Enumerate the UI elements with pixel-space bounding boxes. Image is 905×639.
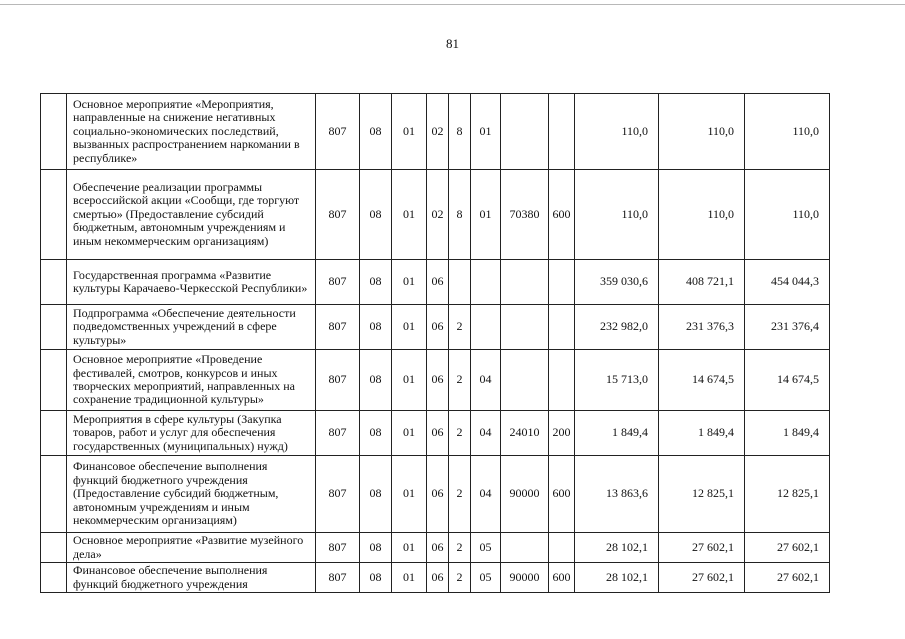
section-code-cell: 08 — [360, 260, 392, 305]
ministry-code-cell: 807 — [316, 94, 360, 170]
table-row — [41, 563, 830, 593]
subprogram-code-cell — [449, 260, 471, 305]
amount-year-2-cell: 110,0 — [659, 94, 745, 170]
expense-type-code-cell — [549, 305, 575, 350]
amount-year-1-cell: 28 102,1 — [575, 533, 659, 563]
amount-year-1-cell: 110,0 — [575, 170, 659, 260]
activity-code-cell: 05 — [471, 533, 501, 563]
item-name-cell: Государственная программа «Развитие культуры Карачаево-Черкесской Республики» — [67, 260, 316, 305]
item-name-cell: Основное мероприятие «Мероприятия, направленные на снижение негативных социально-экономических последствий, вызванных распространением наркомании в республике» — [67, 94, 316, 170]
direction-code-cell: 90000 — [501, 563, 549, 593]
ministry-code-cell: 807 — [316, 170, 360, 260]
direction-code-cell: 70380 — [501, 170, 549, 260]
expense-type-code-cell: 600 — [549, 456, 575, 533]
program-code-cell: 02 — [427, 170, 449, 260]
section-code-cell: 08 — [360, 456, 392, 533]
program-code-cell: 06 — [427, 533, 449, 563]
amount-year-1-cell: 13 863,6 — [575, 456, 659, 533]
ministry-code-cell: 807 — [316, 350, 360, 411]
subsection-code-cell: 01 — [392, 305, 427, 350]
expense-type-code-cell — [549, 533, 575, 563]
item-name-cell: Основное мероприятие «Проведение фестивалей, смотров, конкурсов и иных творческих мероприятий, направленных на сохранение традиционной культуры» — [67, 350, 316, 411]
section-code-cell: 08 — [360, 563, 392, 593]
amount-year-2-cell: 408 721,1 — [659, 260, 745, 305]
direction-code-cell — [501, 260, 549, 305]
subprogram-code-cell: 2 — [449, 411, 471, 456]
amount-year-2-cell: 27 602,1 — [659, 563, 745, 593]
amount-year-2-cell: 231 376,3 — [659, 305, 745, 350]
item-name-cell: Основное мероприятие «Развитие музейного дела» — [67, 533, 316, 563]
table-row — [41, 456, 830, 533]
subprogram-code-cell: 2 — [449, 350, 471, 411]
expense-type-code-cell: 600 — [549, 563, 575, 593]
activity-code-cell — [471, 260, 501, 305]
row-index-cell — [41, 456, 67, 533]
subprogram-code-cell: 2 — [449, 305, 471, 350]
table-row — [41, 411, 830, 456]
section-code-cell: 08 — [360, 411, 392, 456]
direction-code-cell: 24010 — [501, 411, 549, 456]
amount-year-2-cell: 27 602,1 — [659, 533, 745, 563]
subsection-code-cell: 01 — [392, 533, 427, 563]
item-name-cell: Обеспечение реализации программы всероссийской акции «Сообщи, где торгуют смертью» (Предоставление субсидий бюджетным, автономным учреждениям и иным некоммерческим организациям) — [67, 170, 316, 260]
expense-type-code-cell — [549, 94, 575, 170]
ministry-code-cell: 807 — [316, 305, 360, 350]
amount-year-1-cell: 15 713,0 — [575, 350, 659, 411]
page-number: 81 — [446, 36, 459, 51]
expense-type-code-cell — [549, 260, 575, 305]
direction-code-cell — [501, 305, 549, 350]
row-index-cell — [41, 305, 67, 350]
amount-year-1-cell: 28 102,1 — [575, 563, 659, 593]
direction-code-cell — [501, 94, 549, 170]
amount-year-3-cell: 27 602,1 — [745, 563, 830, 593]
direction-code-cell — [501, 350, 549, 411]
table-row — [41, 533, 830, 563]
activity-code-cell: 04 — [471, 411, 501, 456]
ministry-code-cell: 807 — [316, 260, 360, 305]
row-index-cell — [41, 411, 67, 456]
expense-type-code-cell: 200 — [549, 411, 575, 456]
row-index-cell — [41, 94, 67, 170]
amount-year-2-cell: 14 674,5 — [659, 350, 745, 411]
amount-year-2-cell: 12 825,1 — [659, 456, 745, 533]
ministry-code-cell: 807 — [316, 533, 360, 563]
activity-code-cell: 05 — [471, 563, 501, 593]
table-row — [41, 305, 830, 350]
subsection-code-cell: 01 — [392, 170, 427, 260]
amount-year-3-cell: 454 044,3 — [745, 260, 830, 305]
amount-year-1-cell: 1 849,4 — [575, 411, 659, 456]
row-index-cell — [41, 170, 67, 260]
subsection-code-cell: 01 — [392, 456, 427, 533]
ministry-code-cell: 807 — [316, 563, 360, 593]
direction-code-cell: 90000 — [501, 456, 549, 533]
subsection-code-cell: 01 — [392, 350, 427, 411]
table-row — [41, 350, 830, 411]
activity-code-cell: 01 — [471, 94, 501, 170]
amount-year-3-cell: 12 825,1 — [745, 456, 830, 533]
ministry-code-cell: 807 — [316, 411, 360, 456]
amount-year-1-cell: 110,0 — [575, 94, 659, 170]
top-border-line — [0, 4, 905, 5]
subprogram-code-cell: 2 — [449, 563, 471, 593]
section-code-cell: 08 — [360, 305, 392, 350]
table-body — [41, 94, 830, 593]
subprogram-code-cell: 8 — [449, 94, 471, 170]
table-row — [41, 94, 830, 170]
program-code-cell: 06 — [427, 456, 449, 533]
table-row — [41, 260, 830, 305]
table-row — [41, 170, 830, 260]
activity-code-cell: 01 — [471, 170, 501, 260]
amount-year-3-cell: 110,0 — [745, 170, 830, 260]
row-index-cell — [41, 533, 67, 563]
budget-allocation-table — [40, 93, 830, 593]
item-name-cell: Мероприятия в сфере культуры (Закупка товаров, работ и услуг для обеспечения государственных (муниципальных) нужд) — [67, 411, 316, 456]
amount-year-3-cell: 1 849,4 — [745, 411, 830, 456]
subsection-code-cell: 01 — [392, 411, 427, 456]
program-code-cell: 06 — [427, 350, 449, 411]
program-code-cell: 06 — [427, 305, 449, 350]
item-name-cell: Финансовое обеспечение выполнения функций бюджетного учреждения — [67, 563, 316, 593]
item-name-cell: Финансовое обеспечение выполнения функций бюджетного учреждения (Предоставление субсидий бюджетным, автономным учреждениям и иным некоммерческим организациям) — [67, 456, 316, 533]
amount-year-2-cell: 110,0 — [659, 170, 745, 260]
expense-type-code-cell: 600 — [549, 170, 575, 260]
subprogram-code-cell: 8 — [449, 170, 471, 260]
direction-code-cell — [501, 533, 549, 563]
program-code-cell: 06 — [427, 563, 449, 593]
section-code-cell: 08 — [360, 350, 392, 411]
section-code-cell: 08 — [360, 533, 392, 563]
row-index-cell — [41, 563, 67, 593]
section-code-cell: 08 — [360, 170, 392, 260]
ministry-code-cell: 807 — [316, 456, 360, 533]
subprogram-code-cell: 2 — [449, 456, 471, 533]
expense-type-code-cell — [549, 350, 575, 411]
amount-year-3-cell: 231 376,4 — [745, 305, 830, 350]
program-code-cell: 06 — [427, 411, 449, 456]
subsection-code-cell: 01 — [392, 94, 427, 170]
amount-year-2-cell: 1 849,4 — [659, 411, 745, 456]
amount-year-3-cell: 27 602,1 — [745, 533, 830, 563]
row-index-cell — [41, 350, 67, 411]
activity-code-cell: 04 — [471, 456, 501, 533]
amount-year-1-cell: 232 982,0 — [575, 305, 659, 350]
row-index-cell — [41, 260, 67, 305]
subprogram-code-cell: 2 — [449, 533, 471, 563]
item-name-cell: Подпрограмма «Обеспечение деятельности подведомственных учреждений в сфере культуры» — [67, 305, 316, 350]
activity-code-cell: 04 — [471, 350, 501, 411]
program-code-cell: 06 — [427, 260, 449, 305]
program-code-cell: 02 — [427, 94, 449, 170]
activity-code-cell — [471, 305, 501, 350]
subsection-code-cell: 01 — [392, 563, 427, 593]
amount-year-3-cell: 110,0 — [745, 94, 830, 170]
amount-year-1-cell: 359 030,6 — [575, 260, 659, 305]
section-code-cell: 08 — [360, 94, 392, 170]
amount-year-3-cell: 14 674,5 — [745, 350, 830, 411]
subsection-code-cell: 01 — [392, 260, 427, 305]
